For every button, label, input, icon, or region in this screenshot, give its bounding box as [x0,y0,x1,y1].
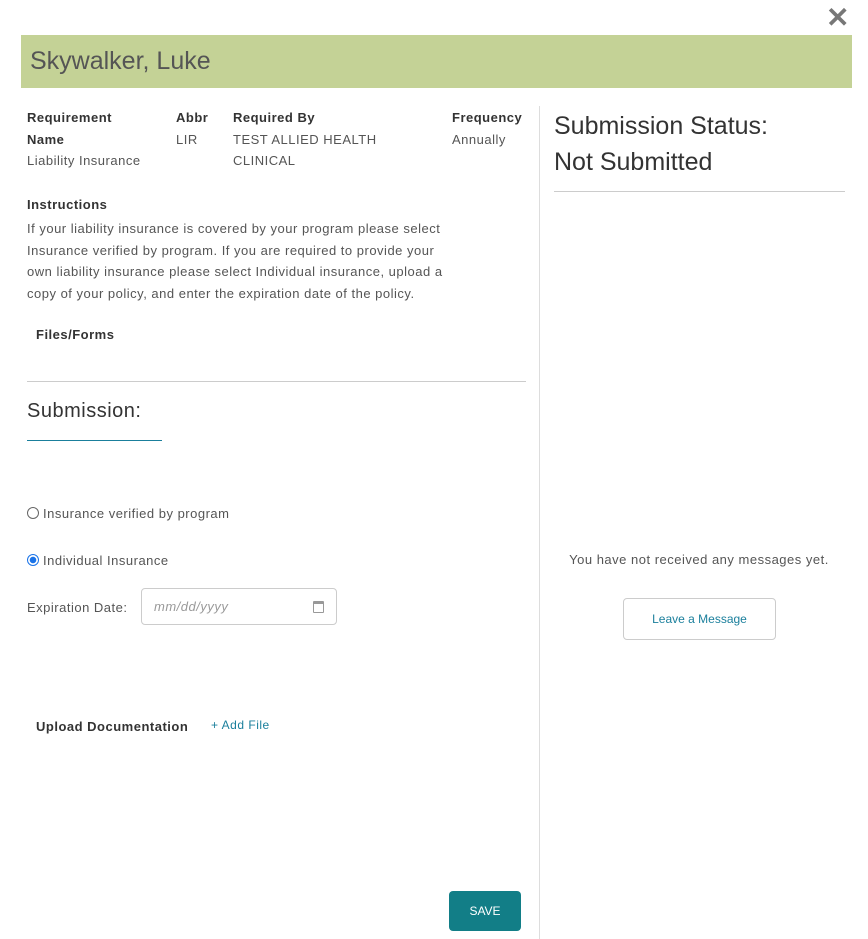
page-title: Skywalker, Luke [30,47,211,75]
submission-underline [27,440,162,441]
submission-status [554,108,768,180]
radio-icon[interactable] [27,507,39,519]
instructions-label: Instructions [27,197,108,212]
leave-message-button[interactable]: Leave a Message [623,598,776,640]
abbr-label: Abbr [176,110,209,125]
instructions-line: If your liability insurance is covered by your program please select [27,221,441,236]
required-by-label: Required By [233,110,316,125]
radio-individual-insurance[interactable] [27,553,169,568]
frequency-label: Frequency [452,110,523,125]
radio-insurance-verified[interactable] [27,506,229,521]
header-banner [21,35,852,88]
instructions-line: own liability insurance please select Individual insurance, upload a [27,264,443,280]
save-button[interactable]: SAVE [449,891,521,931]
expiration-date-label: Expiration Date: [27,600,128,615]
status-value: Not Submitted [554,148,713,176]
requirement-name-label-1: Requirement [27,110,112,125]
no-messages-text: You have not received any messages yet. [569,552,829,567]
column-divider [539,106,540,939]
instructions-line: copy of your policy, and enter the expiration date of the policy. [27,286,415,302]
required-by-value: TEST ALLIED HEALTH [233,132,377,147]
instructions-line: Insurance verified by program. If you are required to provide your [27,242,435,258]
radio-checked-icon[interactable] [27,554,39,566]
radio-label: Insurance verified by program [43,506,230,521]
close-icon[interactable]: ✕ [826,2,850,33]
abbr-value: LIR [176,132,198,147]
instructions-text [27,218,443,305]
divider [554,191,845,192]
status-heading: Submission Status: [554,112,768,140]
upload-documentation-label: Upload Documentation [36,719,189,734]
submission-title: Submission: [27,400,142,422]
date-placeholder: mm/dd/yyyy [154,599,229,614]
required-by-value-2: CLINICAL [233,153,296,168]
calendar-icon[interactable] [313,601,324,613]
requirement-name-label-2: Name [27,132,65,147]
divider [27,381,526,382]
files-forms-label: Files/Forms [36,327,115,342]
radio-label: Individual Insurance [43,553,169,568]
add-file-link[interactable]: + Add File [211,718,270,732]
requirement-name: Liability Insurance [27,153,141,168]
frequency-value: Annually [452,132,506,147]
expiration-date-input[interactable] [141,588,337,625]
